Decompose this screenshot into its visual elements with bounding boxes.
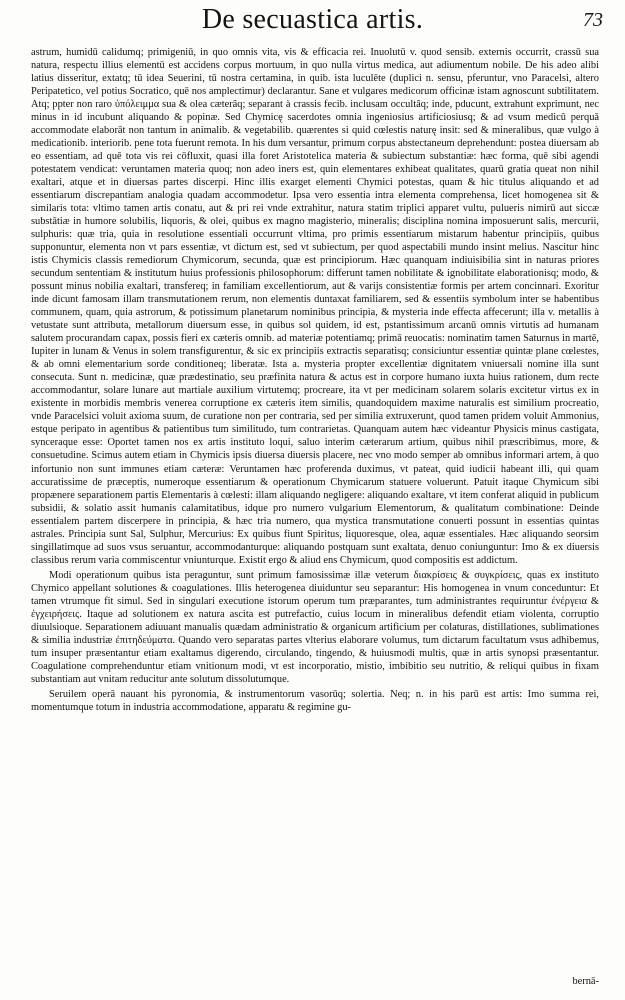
catchword: bernā- <box>572 976 599 987</box>
running-title: De secuastica artis. <box>201 4 424 35</box>
paragraph: Modi operationum quibus ista peraguntur, sunt primum famosissimæ illæ veterum διακρίσεις & συγκρίσεις, quas ex instituto Chymico appellant solutiones & coagulationes. Illis heterogenea diuiduntur seu separantur: His homogenea in vnum conceduntur: Et tamen vtrumque fit simul. Sed in singulari executione istorum operum tum præparantes, tum administrantes requiruntur ἐνέργεια & ἐγχειρήσεις. Itaque ad solutionem ex natura ascita est putrefactio, cuius locum in mineralibus defendit etiam violenta, corruptio diuulsioque. Separationem adiuuant manualis quædam administratio & organicum artificium per colaturas, distillationes, sublimationes & similia industriæ ἐπιτηδεύματα. Quando vero separatas partes vlterius elaborare volumus, tum dictarum facultatum vsus adhibemus, tum insuper præsentantur etiam exaltamus digerendo, circulando, tingendo, & huiusmodi multis, quæ in artis synopsi præsentantur. Coagulatione comprehenduntur etiam vnitionum modi, vt est incorporatio, mistio, imbibitio seu nutritio, & reliqui quibus in fixam substantiam aut vnitam reducitur ante solutum dissolutumque. <box>31 569 599 685</box>
body-text <box>31 46 599 714</box>
page-number: 73 <box>583 9 603 31</box>
page-header <box>0 0 625 40</box>
paragraph: Seruilem operā nauant his pyronomia, & instrumentorum vasorūq; solertia. Neq; n. in his parū est artis: Imo summa rei, momentumque totum in industria accommodatione, apparatu & regimine gu- <box>31 688 599 713</box>
paragraph: astrum, humidū calidumq; primigeniū, in quo omnis vita, vis & efficacia rei. Inuolutū v. quod sensib. externis occurrit, crassū sua natura, respectu illius elementū est accidens corpus mortuum, in quo nulla virtus medica, aut adiumentum nobile. De his adeo alibi latius disseritur, extatq; tū idea Seuerini, tū nostra certamina, in quib. ista luculēte (duplici n. sensu, pferuntur, vno Paracelsi, altero Peripatetico, vel potius Socratico, quē nos amplectimur) declarantur. Sane et vulgares medicorum officinæ istam agnoscunt subtilitatem. Atq; ppter non raro ὑπόλειμμα sua & olea cæterâq; separant à crassis fecib. inclusam occultâq; inde, pducunt, extrahunt exprimunt, nec minus in id incubunt aliquando & popinæ. Sed Chymicę sacerdotes omnia ingeniosius artificiosiusq; & ad vsum medicū perquā accommodate elaborāt non tantum in animalib. & vegetabilib. quærentes si quid cœlestis naturę insit: sed & mineralibus, quæ vulgo à medicationib. interiorib. pene tota fuerunt remota. In his dum versantur, primum corpus abstectaneum deprehendunt: postea diuersam ab eo essentiam, ad quē tota vis rei cōfluxit, quasi illa foret Aristotelica materia & subiectum substantiæ: hæc forma, quē sibi agendi potestatem vendicat: veruntamen materia quoq; non adeo iners est, quin elementares exhibeat qualitates, quarū gratia queat non nihil exaltari, atque et in diuersas partes discerpi. Hinc illis exarget elementi Chymici potestas, quam & hic titulus aliquando et ad essentiarum discrepantiam analogia quadam accommodetur. Ipsa vero essentia intra elementa comprehensa, licet homogenea sit & similaris tota: vltimo tamen artis conatu, aut & pri rei vnde extrahitur, natura statim triplici apparet vultu, pulueris nimirū aut siccæ substātiæ in humore solubilis, liquoris, & olei, quibus ex magno magisterio, mineralis; disciplina nomina imposuerunt salis, mercurii, sulphuris: quæ tria, quia in resolutione essentiali occurrunt vltima, pro primis essentiarum mistarum habentur principiis, quibus supponuntur, elementa non vt pars essentiæ, vt dictum est, sed vt subiectum, per quod aspectabili mundo insint melius. Nascitur hinc istis Chymicis classis remediorum Chymicorum, secunda, quæ est principiorum. Hæc quanquam indiuisibilia sint in naturas priores secundum sententiam & institutum huius professionis philosophorum: differunt tamen nobilitate & ignobilitate elaborationisq; modo, & possunt minus nobilia exaltari, transfereq; in familiam excellentiorum, aut & varijs consistentiæ formis per artem concinnari. Exoritur inde dicunt famosam illam transmutationem rerum, non elementis duntaxat familiarem, sed & essentiis symbolum inter se habentibus communem, quam, quia astrorum, & potissimum planetarum nominibus principia, & mysteria inde effecta affecerunt; illa v. metallis à vetustate sunt attributa, metallorum diuersum esse, in quibus sol quidem, id est, pstantissimum arcanū omnis virtutis ad humanam salutem procurandam capax, possis fieri ex cæteris omnib. ad materiæ potentiamq; primā reuocatis: nominatim tamen Saturnus in martē, Iupiter in lunam & Venus in solem transfigurentur, & sic ex principiis extractis separatisq; consiciuntur essentiæ quintæ plane cœlestes, & ab omni elementarium sorde conditioneq; liberatæ. Ista a. mysteria propter excellentiæ dignitatem vniuersali nomine illa sunt consecuta. Sunt n. medicinæ, quæ prædestinatio, seu præfinita natura & actus est in corpore humano iuxta huius rationem, dum recte accommodantur, solare lunare aut martiale auxilium virtutemq; procreare, ita vt per medicinam solarem solaris excitetur virtus ex in existente in morbidis membris venerea corruptione ex cæteris item similis, quandoquidem maxime naturalis est similium procreatio, vnde Paracelsici voluit axioma suum, de curatione non per contraria, sed per similia extruxerunt, quod tamen pridem voluit Ammonius, estque peripato in agentibus & patientibus tum similitudo, tum contrarietas. Quanquam autem hæc videantur Physicis minus castigata, synceraque esse: Oportet tamen nos ex artis instituto loqui, saluo interim cæterarum artium, quibus nihil præscribimus, more, & consuetudine. Scimus autem etiam in Chymicis ipsis diuersa diuersis placere, nec vno modo semper ab omnibus informari artem, à quo infortunio non sunt immunes etiam cæteræ: Veruntamen hæc proferenda duximus, vt pateat, quid iudicii habeant illi, qui quam accuratissime de præceptis, numeroque essentiarum & operationum Chymicarum statuere voluerunt. Patuit itaque Chymicum sibi propænere separationem partis Elementaris à cœlesti: illam aliquando negligere: aliquando exaltare, vt item conferat aliquid in publicum subsidii, & solatio assit humanis calamitatibus, idque pro numero vulgarium Elementorum, & qualitatum combinatione: Deinde essentialem partem discerpere in principia, & hæc tria numero, qua mystica transmutatione conuerti possunt in essentias quintas astrales. Principia sunt Sal, Sulphur, Mercurius: Ex quibus fiunt Spiritus, liquoresque, olea, aquæ essentiales. Hæc aliquando seorsim singillatimque ad suos vsus seruantur, accommodanturque: aliquando postquam sunt exaltata, denuo coniunguntur: Imo & ex diuersis classibus rerum varia commiscentur vniunturque. Existit ergo & aliud ens Chymicum, quod compositis est addictum. <box>31 47 599 566</box>
